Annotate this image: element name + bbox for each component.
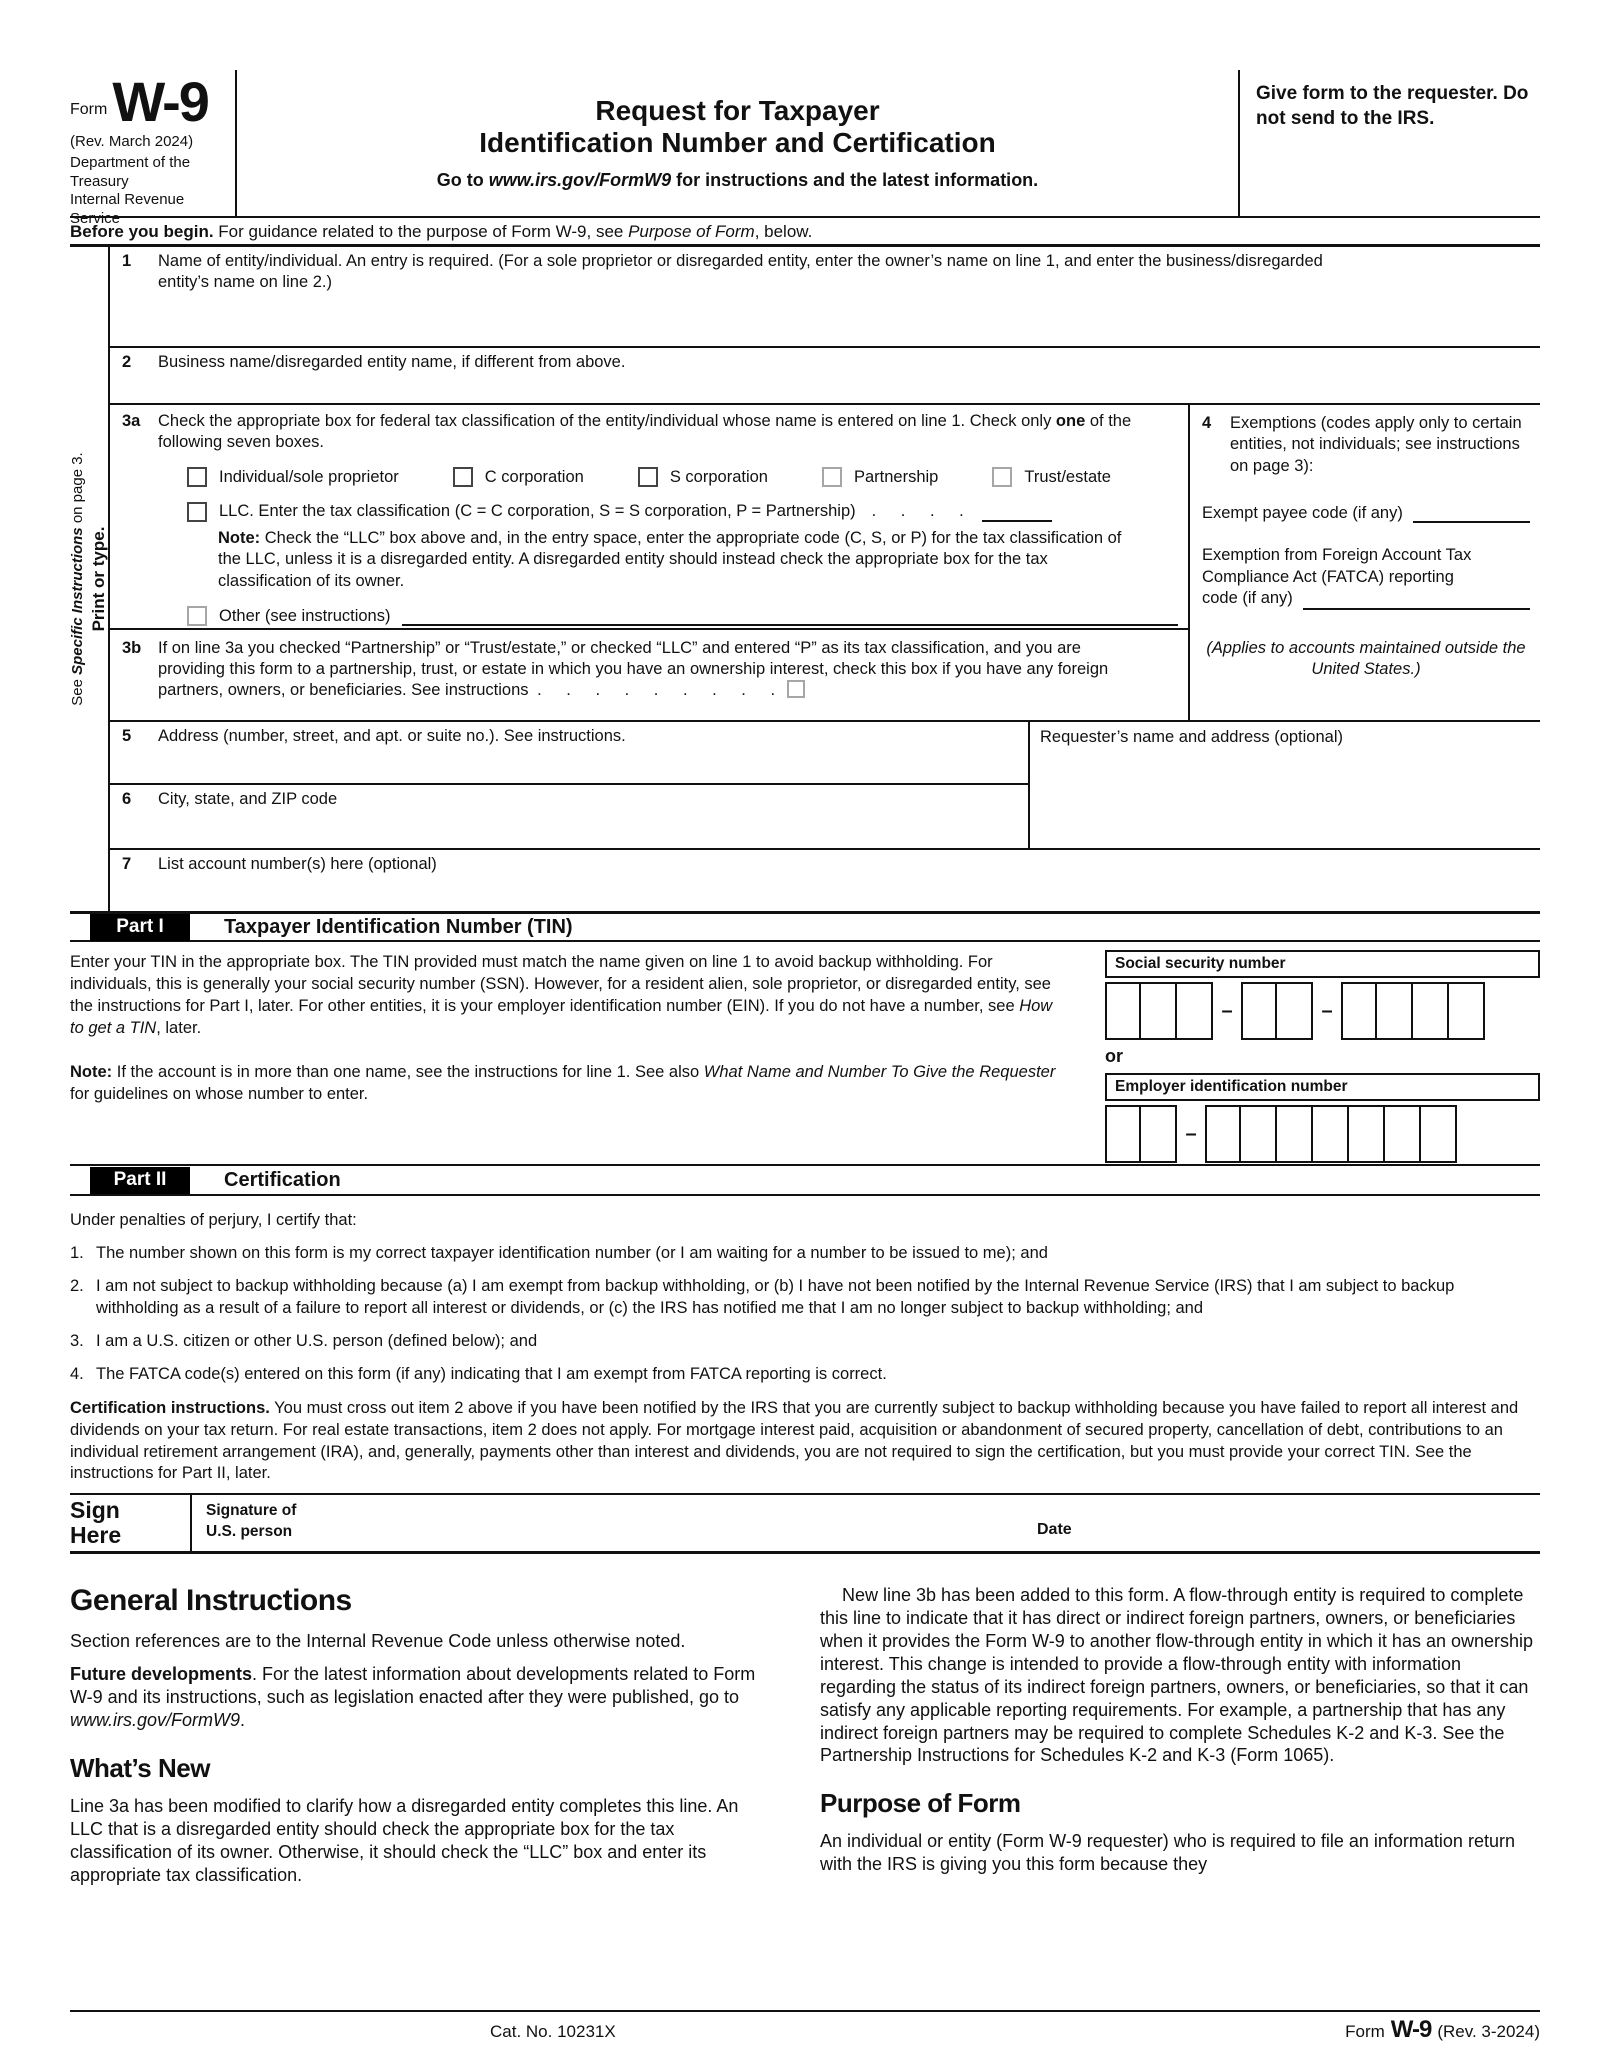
footer-revision: (Rev. 3-2024): [1437, 2022, 1540, 2041]
form-id-block: [70, 70, 237, 228]
option-label: Trust/estate: [1024, 467, 1111, 486]
requester-input-area[interactable]: [1040, 747, 1530, 842]
tax-classification-options: [187, 467, 1178, 487]
part2-header: [70, 1164, 1540, 1196]
ein-digit-box[interactable]: [1105, 1105, 1141, 1163]
part1-title: Taxpayer Identification Number (TIN): [224, 915, 573, 938]
llc-label: LLC. Enter the tax classification (C = C corporation, S = S corporation, P = Partnership): [219, 502, 856, 521]
ssn-boxes: [1105, 982, 1540, 1040]
applies-note: (Applies to accounts maintained outside the United States.): [1206, 638, 1526, 679]
ssn-dash: –: [1221, 999, 1233, 1022]
line-1-row: [110, 247, 1540, 348]
ssn-digit-box[interactable]: [1105, 982, 1141, 1040]
purpose-paragraph: An individual or entity (Form W-9 requester) who is required to file an information return with the IRS is giving you this form because they: [820, 1831, 1515, 1875]
certification-item: [70, 1243, 1540, 1265]
line-3a-label: Check the appropriate box for federal tax classification of the entity/individual whose name is entered on line 1. Check only one of the following seven boxes.: [158, 412, 1132, 452]
checkbox-llc[interactable]: [187, 502, 207, 522]
date-label: Date: [1037, 1521, 1072, 1539]
option-label: Individual/sole proprietor: [219, 467, 399, 486]
dotted-leader: . . . .: [871, 502, 966, 521]
tin-note: Note: If the account is in more than one name, see the instructions for line 1. See also What Name and Number To Give the Requester for guidelines on whose number to enter.: [70, 1062, 1056, 1103]
line-5-label: Address (number, street, and apt. or suite no.). See instructions.: [158, 727, 626, 745]
checkbox-individual-sole-proprietor[interactable]: [187, 467, 207, 487]
ssn-label: Social security number: [1105, 950, 1540, 978]
form-number: W-9: [112, 70, 208, 133]
line-1-number: 1: [122, 252, 132, 270]
ssn-digit-box[interactable]: [1413, 982, 1449, 1040]
item-number: 2.: [70, 1276, 84, 1295]
new-line-3b-paragraph: New line 3b has been added to this form. A flow-through entity is required to complete this line to indicate that it has direct or indirect foreign partners, owners, or beneficiaries when it provides the Form W-9 to another flow-through entity in which it has an ownership interest. This change is intended to provide a flow-through entity with information regarding the status of its indirect foreign partners, owners, or beneficiaries, so that it can satisfy any applicable reporting requirements. For example, a partnership that has any indirect foreign partners may be required to complete Schedules K-2 and K-3. See the Partnership Instructions for Schedules K-2 and K-3 (Form 1065).: [820, 1585, 1534, 1766]
certification-item: [70, 1364, 1540, 1386]
date-input-area[interactable]: [1086, 1521, 1540, 1551]
ssn-digit-box[interactable]: [1141, 982, 1177, 1040]
sign-here-section: [70, 1493, 1540, 1554]
form-revision: (Rev. March 2024): [70, 132, 194, 150]
certification-item: [70, 1276, 1540, 1320]
requester-cell: [1030, 722, 1540, 848]
other-option-line: [187, 606, 1178, 626]
line-7-row: [110, 850, 1540, 911]
ein-digit-box[interactable]: [1205, 1105, 1241, 1163]
ein-dash: –: [1185, 1122, 1197, 1145]
catalog-number: Cat. No. 10231X: [490, 2022, 616, 2041]
line-5-number: 5: [122, 727, 132, 745]
line-6-label: City, state, and ZIP code: [158, 790, 338, 808]
fatca-code-line[interactable]: [1303, 590, 1530, 610]
ein-digit-box[interactable]: [1313, 1105, 1349, 1163]
part2-content: [70, 1196, 1540, 1493]
fatca-code-label: code (if any): [1202, 589, 1293, 608]
ein-digit-box[interactable]: [1277, 1105, 1313, 1163]
purpose-of-form-ref: Purpose of Form: [628, 222, 755, 241]
instructions-right-column: [820, 1582, 1540, 2000]
line-2-row: [110, 348, 1540, 405]
option-label: C corporation: [484, 467, 584, 486]
fatca-label: Exemption from Foreign Account Tax Compliance Act (FATCA) reporting: [1202, 546, 1472, 586]
footer-form-id: [1345, 2016, 1540, 2044]
ssn-digit-box[interactable]: [1241, 982, 1277, 1040]
ssn-digit-box[interactable]: [1277, 982, 1313, 1040]
line-3a-row: [110, 405, 1188, 630]
give-form-note: Give form to the requester. Do not send to the IRS.: [1256, 83, 1529, 129]
formw9-link[interactable]: www.irs.gov/FormW9: [488, 169, 672, 190]
formw9-link[interactable]: www.irs.gov/FormW9: [70, 1710, 241, 1731]
goto-instructions: [249, 170, 1226, 191]
part2-chip: Part II: [90, 1167, 190, 1194]
form-body: [70, 247, 1540, 911]
line-3b-number: 3b: [122, 639, 142, 657]
form-title-line2: Identification Number and Certification: [479, 126, 996, 158]
before-bold: Before you begin.: [70, 222, 214, 241]
line-5-row: [110, 722, 1028, 785]
part2-title: Certification: [224, 1168, 341, 1191]
ein-boxes: [1105, 1105, 1540, 1163]
line-7-label: List account number(s) here (optional): [158, 855, 437, 873]
line-4-number: 4: [1202, 414, 1212, 432]
line-3b-row: [110, 630, 1188, 720]
form-word: Form: [70, 100, 108, 118]
item-text: I am a U.S. citizen or other U.S. person (defined below); and: [96, 1331, 538, 1350]
exempt-payee-code-line[interactable]: [1413, 503, 1530, 523]
dotted-leader: . . . . . . . . .: [537, 681, 778, 700]
signature-label: Signature of U.S. person: [206, 1502, 297, 1540]
future-developments-paragraph: Future developments. For the latest information about developments related to Form W-9 and its instructions, such as legislation enacted after they were published, go to www.irs.gov/FormW9.: [70, 1664, 756, 1731]
ein-digit-box[interactable]: [1141, 1105, 1177, 1163]
whats-new-paragraph: Line 3a has been modified to clarify how a disregarded entity completes this line. An LLC that is a disregarded entity should check the appropriate box for the tax classification of its owner. Otherwise, it should check the “LLC” box and enter its appropriate tax classification.: [70, 1795, 739, 1885]
before-end: , below.: [754, 222, 813, 241]
line-3b-label: If on line 3a you checked “Partnership” or “Trust/estate,” or checked “LLC” and entered “P” as its tax classification, and you are providing this form to a partnership, trust, or estate in which you have an ownership interest, check this box if you have any foreign partners, owners, or beneficiaries. See instructions . . . . . . . . .: [158, 639, 1109, 700]
ein-digit-box[interactable]: [1349, 1105, 1385, 1163]
item-number: 3.: [70, 1331, 84, 1350]
ssn-digit-box[interactable]: [1449, 982, 1485, 1040]
checkbox-s-corporation[interactable]: [638, 467, 658, 487]
option-label: Partnership: [853, 467, 939, 486]
ssn-digit-box[interactable]: [1177, 982, 1213, 1040]
item-number: 4.: [70, 1364, 84, 1383]
instructions-section: [70, 1582, 1540, 2000]
line-6-row: [110, 785, 1028, 848]
llc-code-write-line[interactable]: [982, 502, 1052, 522]
purpose-of-form-heading: Purpose of Form: [820, 1788, 1021, 1819]
print-or-type-label: Print or type.: [88, 526, 108, 632]
print-or-type-sidebar: [70, 247, 110, 911]
item-text: The number shown on this form is my correct taxpayer identification number (or I am waiting for a number to be issued to me); and: [96, 1243, 1048, 1262]
certification-instructions: Certification instructions. You must cross out item 2 above if you have been notified by the IRS that you are currently subject to backup withholding because you have failed to report all interest and dividends on your tax return. For real estate transactions, item 2 does not apply. For mortgage interest paid, acquisition or abandonment of secured property, cancellation of debt, contributions to an individual retirement arrangement (IRA), and, generally, payments other than interest and dividends, you are not required to sign the certification, but you must provide your correct TIN. See the instructions for Part II, later.: [70, 1398, 1519, 1483]
line-1-label: Name of entity/individual. An entry is required. (For a sole proprietor or disregarded entity, enter the owner’s name on line 1, and enter the business/disregarded entity’s name on line 2.): [158, 252, 1323, 292]
part1-content: [70, 942, 1540, 1164]
requester-label: Requester’s name and address (optional): [1040, 728, 1343, 746]
business-name-input-area[interactable]: [122, 373, 1530, 399]
line-7-number: 7: [122, 855, 132, 873]
signature-input-area[interactable]: [296, 1501, 1037, 1551]
department-label: Department of the Treasury: [70, 153, 191, 190]
sign-here-label: Sign Here: [70, 1495, 192, 1551]
before-you-begin: [70, 218, 1540, 247]
item-number: 1.: [70, 1243, 84, 1262]
item-text: I am not subject to backup withholding because (a) I am exempt from backup withholding, or (b) I have not been notified by the Internal Revenue Service (IRS) that I am subject to backup withholding as a result of a failure to report all interest or dividends, or (c) the IRS has notified me that I am no longer subject to backup withholding; and: [96, 1276, 1455, 1317]
checkbox-3b-foreign-partners[interactable]: [787, 680, 805, 698]
certification-item: [70, 1331, 1540, 1353]
city-state-zip-input-area[interactable]: [122, 810, 1018, 844]
name-input-area[interactable]: [122, 293, 1530, 342]
form-title-line1: Request for Taxpayer: [595, 95, 880, 127]
part1-chip: Part I: [90, 914, 190, 941]
address-input-area[interactable]: [122, 747, 1018, 779]
other-write-line[interactable]: [402, 606, 1178, 626]
see-specific-instructions-label: See Specific Instructions on page 3.: [69, 452, 86, 706]
form-title-block: [237, 70, 1240, 216]
part1-header: [70, 911, 1540, 942]
line-3-group: [110, 405, 1540, 722]
line-2-label: Business name/disregarded entity name, if different from above.: [158, 353, 626, 371]
line-2-number: 2: [122, 353, 132, 371]
option-label: S corporation: [669, 467, 768, 486]
checkbox-other[interactable]: [187, 606, 207, 626]
checkbox-c-corporation[interactable]: [453, 467, 473, 487]
footer-form-number: W-9: [1390, 2016, 1432, 2043]
agency-label: Internal Revenue Service: [70, 191, 185, 228]
instructions-left-column: [70, 1582, 770, 2000]
ein-digit-box[interactable]: [1241, 1105, 1277, 1163]
section-references-paragraph: Section references are to the Internal Revenue Code unless otherwise noted.: [70, 1631, 686, 1652]
line-4-exemptions-cell: [1190, 405, 1540, 720]
line-5-6-group: [110, 722, 1540, 850]
page-footer: [70, 2010, 1540, 2070]
other-label: Other (see instructions): [219, 606, 391, 625]
ssn-dash: –: [1321, 999, 1333, 1022]
before-text: For guidance related to the purpose of Form W-9, see: [213, 222, 629, 241]
ssn-digit-box[interactable]: [1341, 982, 1377, 1040]
ein-digit-box[interactable]: [1421, 1105, 1457, 1163]
exempt-payee-label: Exempt payee code (if any): [1202, 504, 1403, 523]
goto-prefix: Go to: [436, 169, 489, 190]
line-3a-number: 3a: [122, 412, 141, 430]
checkbox-partnership[interactable]: [822, 467, 842, 487]
line-6-number: 6: [122, 790, 132, 808]
goto-suffix: for instructions and the latest information.: [671, 169, 1039, 190]
llc-note: Note: Check the “LLC” box above and, in the entry space, enter the appropriate code (C, S, or P) for the tax classification of the LLC, unless it is a disregarded entity. A disregarded entity should instead check the appropriate box for the tax classification of its owner.: [218, 529, 1122, 590]
account-numbers-input-area[interactable]: [122, 875, 1530, 907]
or-label: or: [1105, 1046, 1123, 1066]
checkbox-trust-estate[interactable]: [992, 467, 1012, 487]
line-4-label: Exemptions (codes apply only to certain entities, not individuals; see instructions on page 3):: [1230, 414, 1522, 475]
general-instructions-heading: General Instructions: [70, 1584, 352, 1618]
footer-form-word: Form: [1345, 2022, 1385, 2041]
llc-option-line: [187, 501, 1178, 522]
whats-new-heading: What’s New: [70, 1752, 210, 1783]
item-text: The FATCA code(s) entered on this form (if any) indicating that I am exempt from FATCA reporting is correct.: [96, 1364, 887, 1383]
ssn-digit-box[interactable]: [1377, 982, 1413, 1040]
ein-digit-box[interactable]: [1385, 1105, 1421, 1163]
ein-label: Employer identification number: [1105, 1073, 1540, 1101]
tin-paragraph: Enter your TIN in the appropriate box. The TIN provided must match the name given on line 1 to avoid backup withholding. For individuals, this is generally your social security number (SSN). However, for a resident alien, sole proprietor, or disregarded entity, see the instructions for Part I, later. For other entities, it is your employer identification number (EIN). If you do not have a number, see How to get a TIN, later.: [70, 953, 1053, 1037]
certification-intro: Under penalties of perjury, I certify that:: [70, 1211, 357, 1229]
form-header: [70, 70, 1540, 228]
